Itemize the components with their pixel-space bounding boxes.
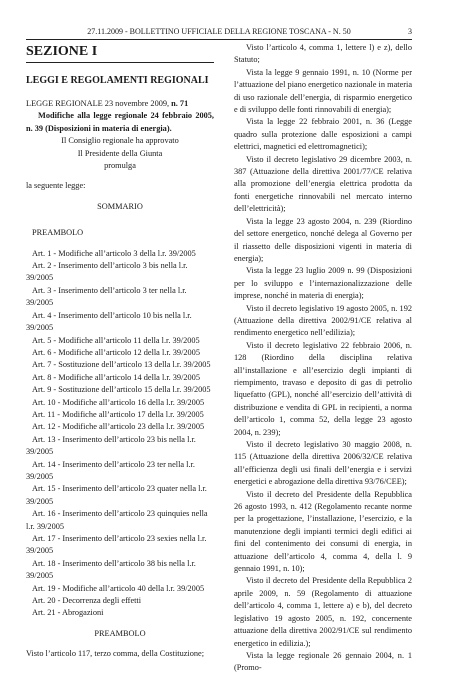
law-subject: Modifiche alla legge regionale 24 febbraio 2005, n. 39 (Disposizioni in materia di energia). [26, 111, 214, 133]
summary-article: Art. 4 - Inserimento dell’articolo 10 bis nella l.r. 39/2005 [26, 310, 192, 333]
summary-article: Art. 1 - Modifiche all’articolo 3 della l.r. 39/2005 [32, 248, 196, 258]
recital-paragraph: Vista la legge 22 febbraio 2001, n. 36 (Legge quadro sulla protezione dalle esposizioni a campi elettrici, magnetici ed elettromagnetici); [234, 117, 412, 152]
summary-article: Art. 11 - Modifiche all’articolo 17 della l.r. 39/2005 [32, 409, 204, 419]
summary-article: Art. 13 - Inserimento dell’articolo 23 bis nella l.r. 39/2005 [26, 434, 196, 457]
summary-article: Art. 12 - Modifiche all’articolo 23 della l.r. 39/2005 [32, 422, 205, 432]
summary-article: Art. 16 - Inserimento dell’articolo 23 quinquies nella l.r. 39/2005 [26, 509, 208, 531]
approval-line-3: promulga [104, 161, 136, 171]
approval-line-1: Il Consiglio regionale ha approvato [61, 136, 179, 146]
summary-article: Art. 2 - Inserimento dell’articolo 3 bis nella l.r. 39/2005 [26, 261, 188, 283]
summary-article: Art. 17 - Inserimento dell’articolo 23 sexies nella l.r. 39/2005 [26, 534, 207, 556]
header-rule [26, 39, 412, 40]
visto-costituzione: Visto l’articolo 117, terzo comma, della Costituzione; [26, 649, 204, 659]
summary-article: Art. 3 - Inserimento dell’articolo 3 ter nella l.r. 39/2005 [26, 285, 187, 308]
preambolo-heading-2: PREAMBOLO [94, 628, 146, 638]
recital-paragraph: Vista la legge 23 luglio 2009 n. 99 (Disposizioni per lo sviluppo e l’internazionalizzazione delle imprese, nonché in materia di energia); [234, 266, 412, 301]
summary-article: Art. 15 - Inserimento dell’articolo 23 quater nella l.r. 39/2005 [26, 484, 207, 506]
recital-paragraph: Visto il decreto legislativo 22 febbraio 2006, n. 128 (Riordino della disciplina relativa all’installazione e all’esercizio degli impianti di riempimento, travaso e deposito di gas di petrolio liquefatto (GPL), nonché all’esercizio dell’attività di distribuzione e vendita di GPL in recipienti, a norma dell’articolo 1, comma 52, della legge 23 agosto 2004, n. 239); [234, 340, 412, 437]
recital-paragraph: Vista la legge 9 gennaio 1991, n. 10 (Norme per l’attuazione del piano energetico nazionale in materia di uso razionale dell’energia, di risparmio energetico e di sviluppo delle fonti rinnovabili di energia); [234, 67, 412, 115]
summary-article: Art. 7 - Sostituzione dell’articolo 13 della l.r. 39/2005 [32, 360, 211, 370]
summary-article: Art. 10 - Modifiche all’articolo 16 della l.r. 39/2005 [32, 397, 205, 407]
recital-paragraph: Visto il decreto legislativo 29 dicembre 2003, n. 387 (Attuazione della direttiva 2001/77/CE relativa alla promozione dell’energia elettrica prodotta da fonti energetiche rinnovabili nel mercato interno dell’elettricità); [234, 154, 412, 214]
seguente-legge: la seguente legge: [26, 181, 86, 191]
page-number: 3 [408, 27, 412, 36]
approval-line-2: Il Presidente della Giunta [77, 148, 163, 158]
recital-paragraph: Visto il decreto del Presidente della Repubblica 26 agosto 1993, n. 412 (Regolamento recante norme per la progettazione, l’installazione, l’esercizio, e la manutenzione degli impianti termici degli edifici ai fini del contenimento dei consumi di energia, in attuazione dell’articolo 4, comma 4, della l. 9 gennaio 1991, n. 10); [234, 489, 412, 574]
summary-article: Art. 21 - Abrogazioni [32, 608, 104, 618]
recital-paragraph: Visto l’articolo 4, comma 1, lettere l) e z), dello Statuto; [234, 43, 412, 65]
section-subtitle: LEGGI E REGOLAMENTI REGIONALI [26, 75, 209, 86]
summary-article: Art. 18 - Inserimento dell’articolo 38 bis nella l.r. 39/2005 [26, 558, 196, 581]
recital-paragraph: Visto il decreto del Presidente della Repubblica 2 aprile 2009, n. 59 (Regolamento di attuazione dell’articolo 4, comma 1, lettere a) e b), del decreto legislativo 19 agosto 2005, n. 192, concernente attuazione della direttiva 2002/91/CE sul rendimento energetico in edilizia.); [234, 576, 412, 648]
summary-article: Art. 8 - Modifiche all’articolo 14 della l.r. 39/2005 [32, 372, 200, 382]
sommario-heading: SOMMARIO [97, 201, 143, 211]
left-column [26, 42, 214, 661]
recital-paragraph: Vista la legge regionale 26 gennaio 2004, n. 1 (Promo- [234, 650, 412, 673]
section-title: SEZIONE I [26, 44, 98, 59]
law-title-prefix: LEGGE REGIONALE 23 novembre 2009, [26, 99, 172, 108]
header-title: 27.11.2009 - BOLLETTINO UFFICIALE DELLA REGIONE TOSCANA - N. 50 [87, 27, 351, 36]
page-header [26, 26, 412, 38]
section-rule [26, 62, 214, 63]
summary-article: Art. 14 - Inserimento dell’articolo 23 ter nella l.r. 39/2005 [26, 459, 195, 481]
recital-paragraph: Visto il decreto legislativo 30 maggio 2008, n. 115 (Attuazione della direttiva 2006/32/CE relativa all’efficienza degli usi finali dell’energia e i servizi energetici e abrogazione della direttiva 93/76/CEE); [234, 440, 412, 487]
law-title [26, 98, 214, 110]
summary-article: Art. 5 - Modifiche all’articolo 11 della l.r. 39/2005 [32, 335, 200, 345]
right-column [234, 42, 412, 675]
recital-paragraph: Vista la legge 23 agosto 2004, n. 239 (Riordino del settore energetico, nonché delega al Governo per il riassetto delle disposizioni vigenti in materia di energia); [234, 216, 412, 263]
law-number: n. 71 [171, 99, 189, 108]
recital-paragraph: Visto il decreto legislativo 19 agosto 2005, n. 192 (Attuazione della direttiva 2002/91/CE relativa al rendimento energetico nell’edilizia); [234, 303, 412, 338]
summary-article: Art. 6 - Modifiche all’articolo 12 della l.r. 39/2005 [32, 347, 200, 357]
summary-article: Art. 9 - Sostituzione dell’articolo 15 della l.r. 39/2005 [32, 385, 211, 395]
summary-article: Art. 19 - Modifiche all’articolo 40 della l.r. 39/2005 [32, 583, 205, 593]
preambolo-heading: PREAMBOLO [32, 228, 84, 238]
summary-article: Art. 20 - Decorrenza degli effetti [32, 596, 142, 606]
